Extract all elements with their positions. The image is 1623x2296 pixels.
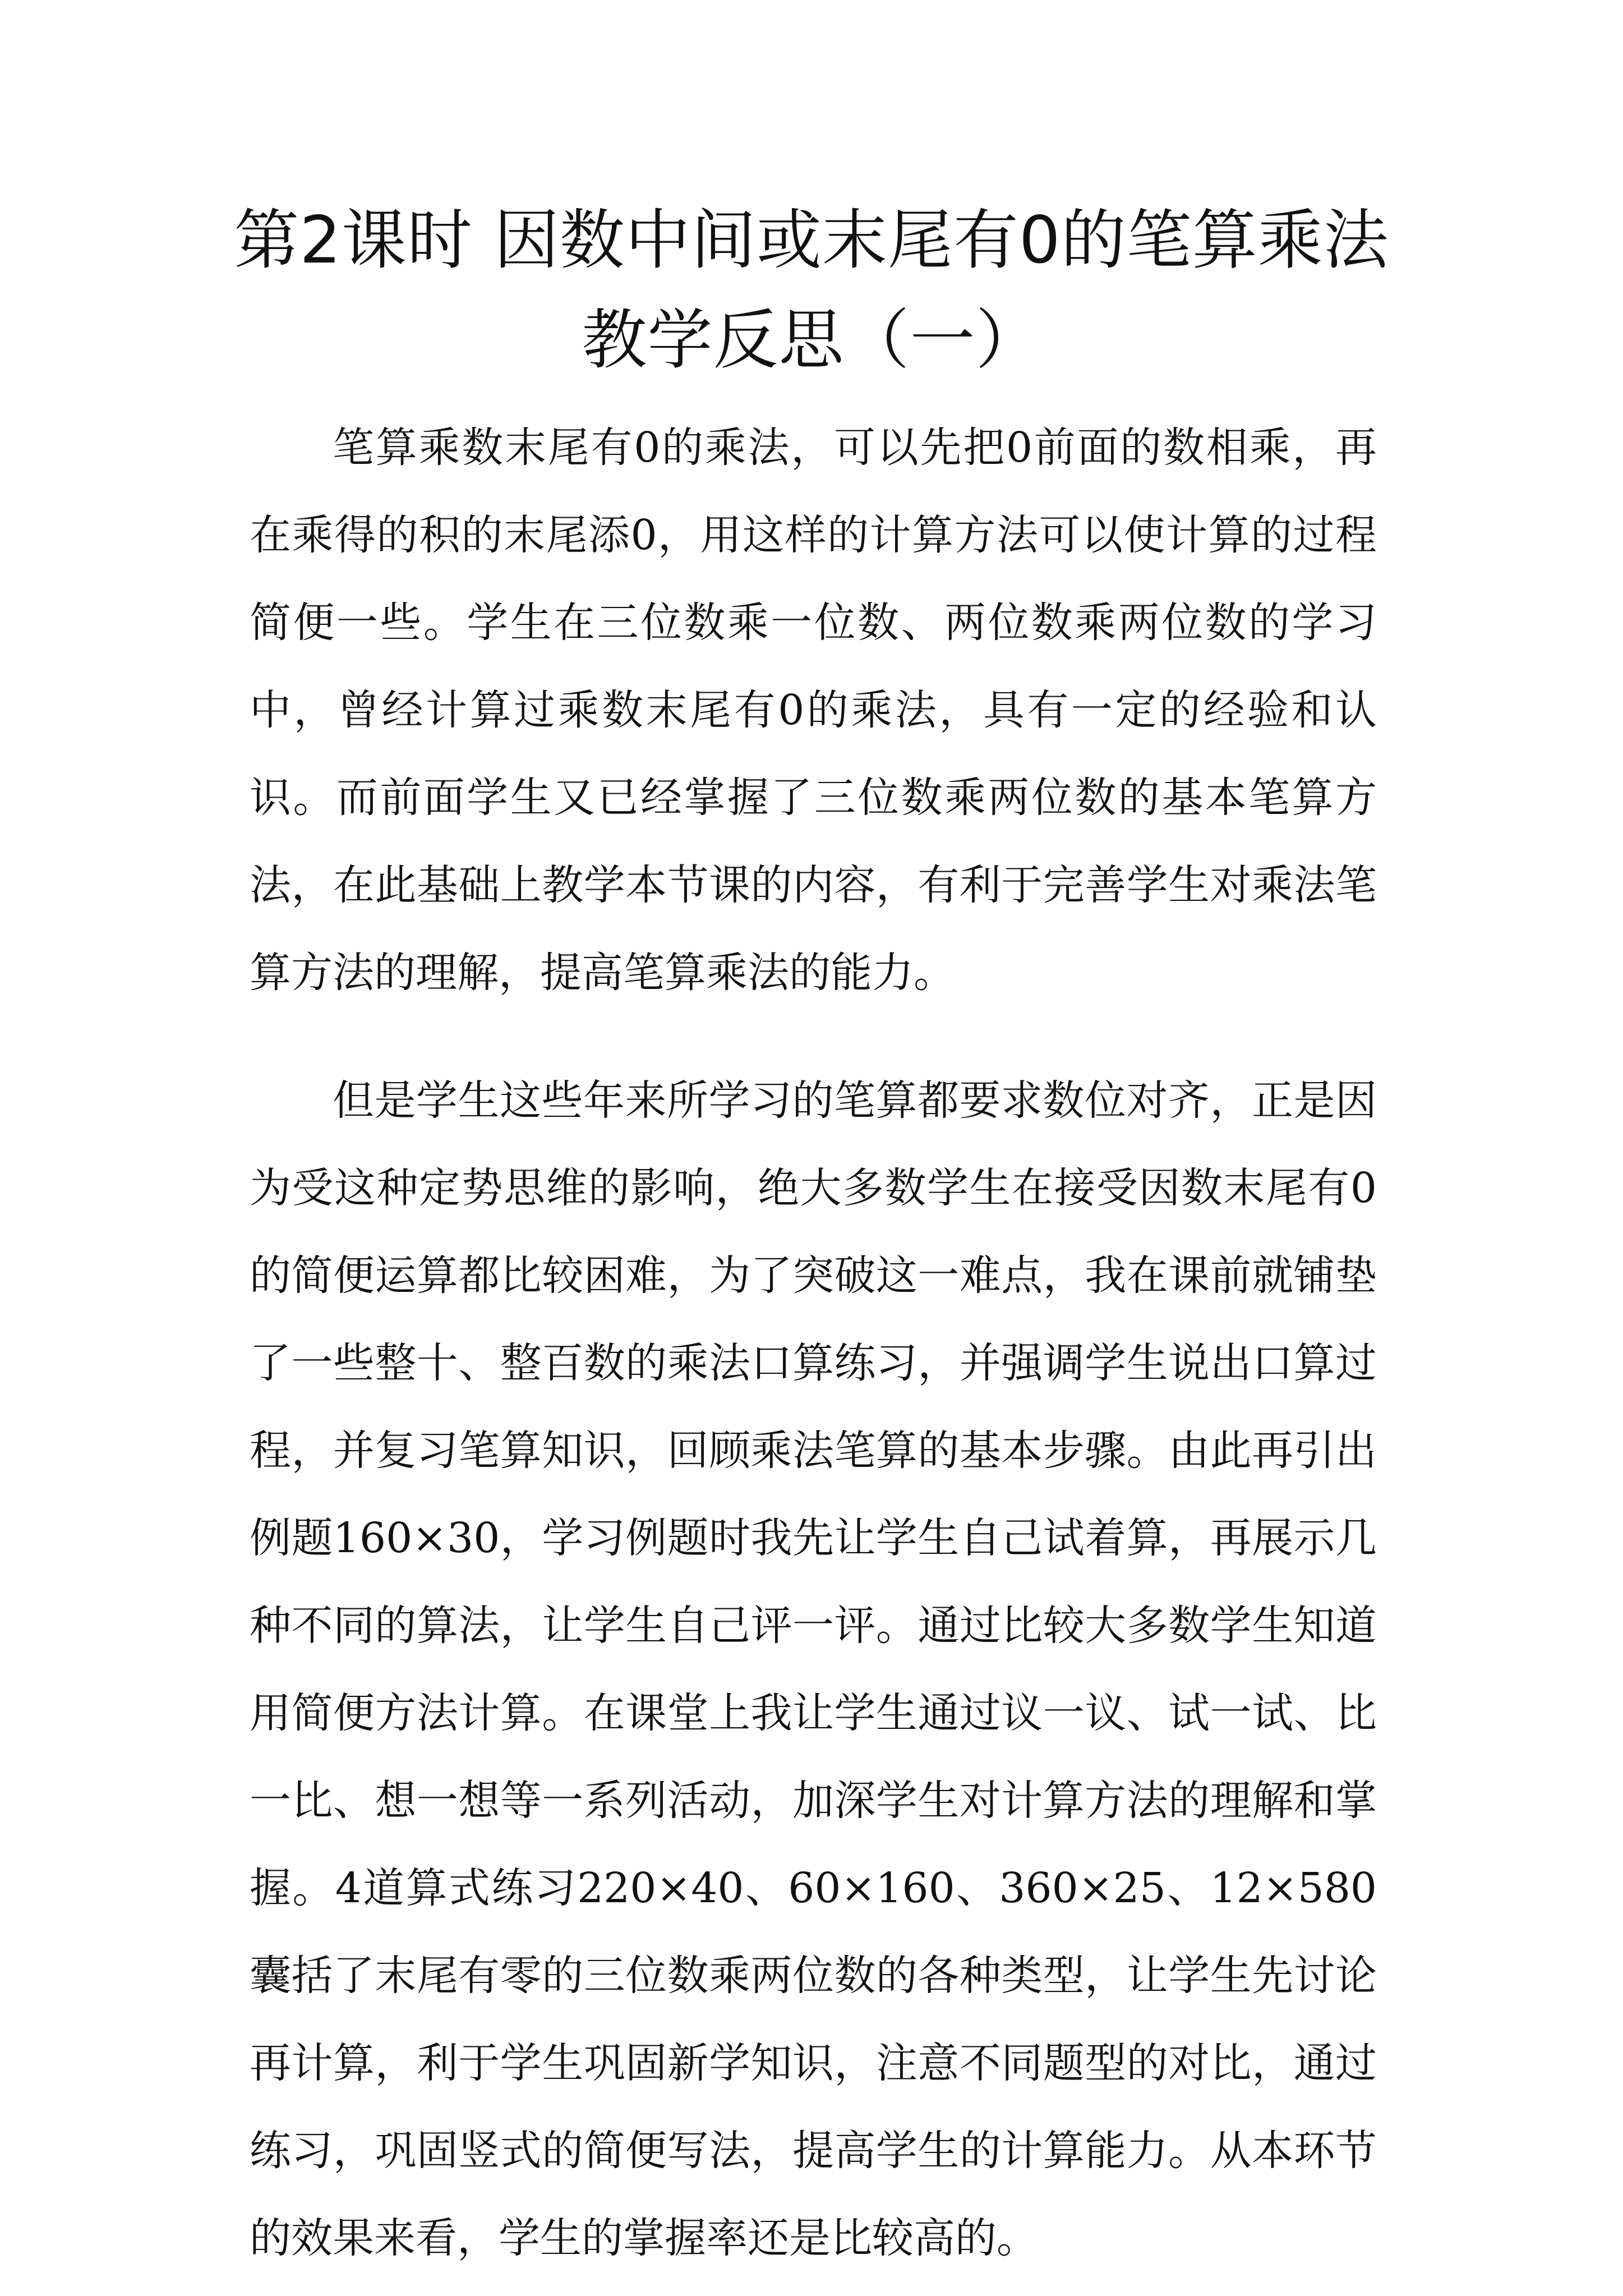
paragraph-2: 但是学生这些年来所学习的笔算都要求数位对齐，正是因为受这种定势思维的影响，绝大多数学生在接受因数末尾有0的简便运算都比较困难，为了突破这一难点，我在课前就铺垫了一些整十、整百数的乘法口算练习，并强调学生说出口算过程，并复习笔算知识，回顾乘法笔算的基本步骤。由此再引出例题160×30，学习例题时我先让学生自己试着算，再展示几种不同的算法，让学生自己评一评。通过比较大多数学生知道用简便方法计算。在课堂上我让学生通过议一议、试一试、比一比、想一想等一系列活动，加深学生对计算方法的理解和掌握。4道算式练习220×40、60×160、360×25、12×580囊括了末尾有零的三位数乘两位数的各种类型，让学生先讨论再计算，利于学生巩固新学知识，注意不同题型的对比，通过练习，巩固竖式的简便写法，提高学生的计算能力。从本环节的效果来看，学生的掌握率还是比较高的。 xyxy=(250,1076,1377,2262)
document-body xyxy=(250,404,1377,2282)
paragraph-1: 笔算乘数末尾有0的乘法，可以先把0前面的数相乘，再在乘得的积的末尾添0，用这样的计算方法可以使计算的过程简便一些。学生在三位数乘一位数、两位数乘两位数的学习中，曾经计算过乘数末尾有0的乘法，具有一定的经验和认识。而前面学生又已经掌握了三位数乘两位数的基本笔算方法，在此基础上教学本节课的内容，有利于完善学生对乘法笔算方法的理解，提高笔算乘法的能力。 xyxy=(250,424,1377,997)
page-title: 第2课时 因数中间或末尾有0的笔算乘法 教学反思（一） xyxy=(234,203,1389,378)
